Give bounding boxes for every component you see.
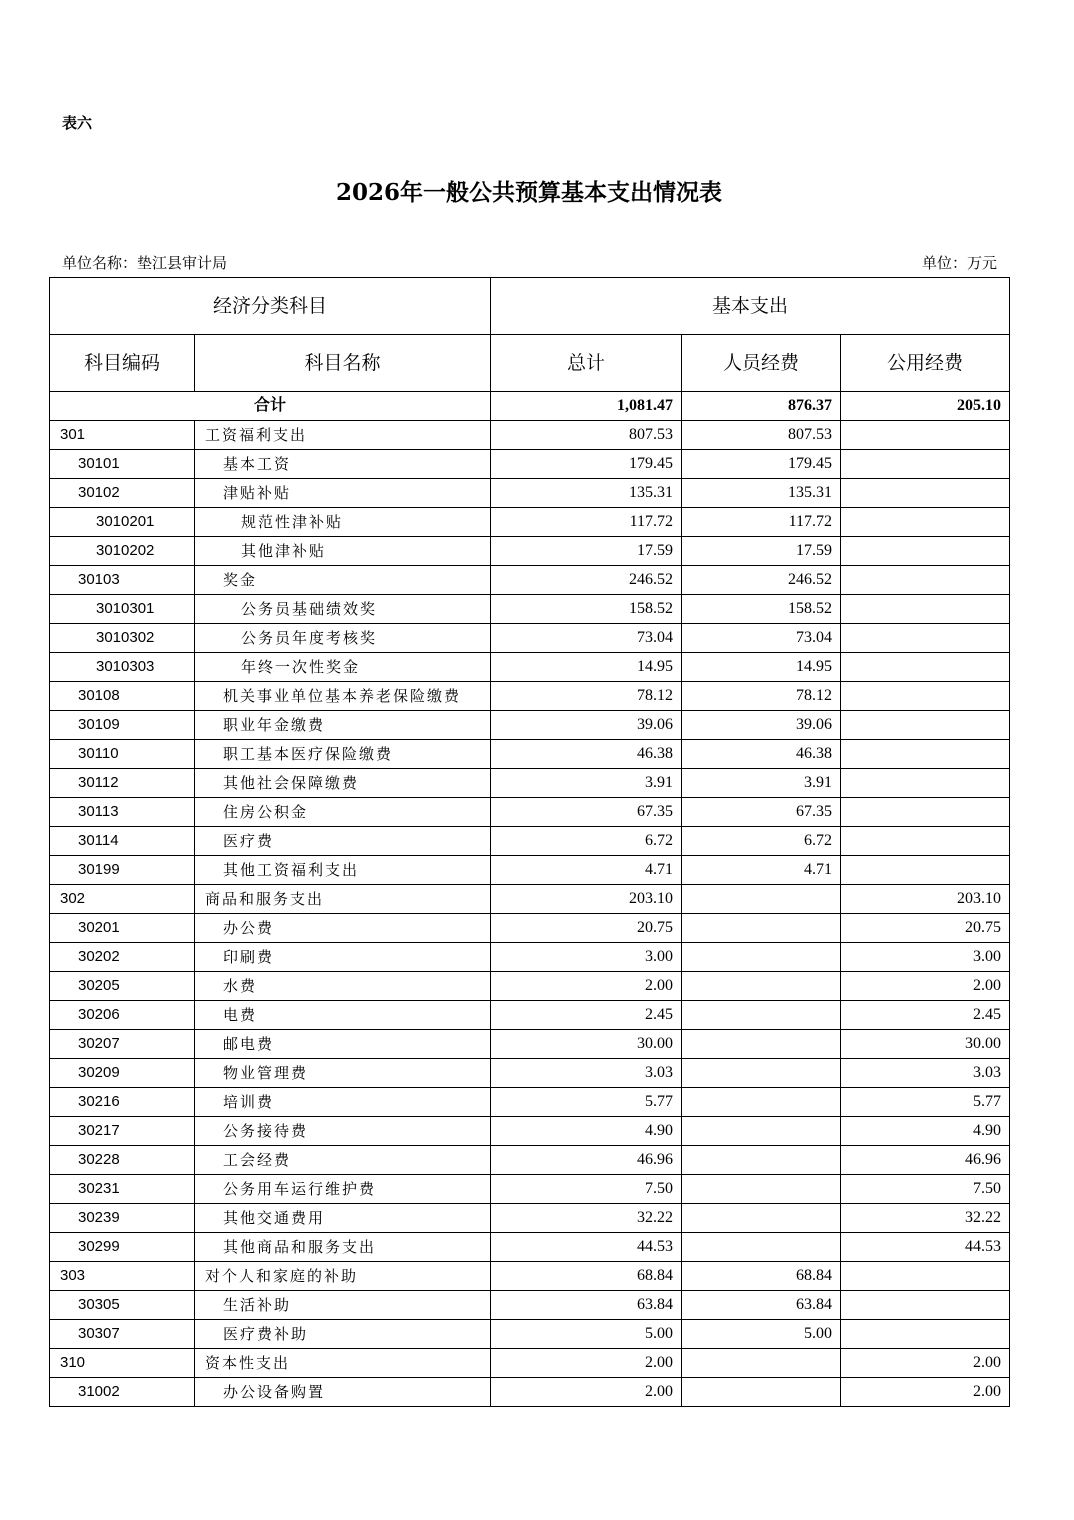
cell-code: 30239 <box>50 1204 195 1233</box>
cell-personnel <box>682 1059 841 1088</box>
cell-personnel <box>682 1001 841 1030</box>
expenditure-table <box>49 277 1010 1407</box>
table-row <box>50 1320 1010 1349</box>
table-row <box>50 479 1010 508</box>
cell-public: 2.00 <box>841 1378 1010 1407</box>
cell-personnel: 68.84 <box>682 1262 841 1291</box>
cell-name: 规范性津补贴 <box>195 508 491 537</box>
cell-public <box>841 682 1010 711</box>
header-personnel: 人员经费 <box>682 335 841 392</box>
cell-personnel <box>682 885 841 914</box>
table-row <box>50 1059 1010 1088</box>
cell-public: 46.96 <box>841 1146 1010 1175</box>
cell-personnel: 117.72 <box>682 508 841 537</box>
cell-name: 公务员年度考核奖 <box>195 624 491 653</box>
cell-total: 2.00 <box>491 1378 682 1407</box>
cell-name: 医疗费补助 <box>195 1320 491 1349</box>
cell-public <box>841 827 1010 856</box>
header-economic-category: 经济分类科目 <box>50 278 491 335</box>
cell-public <box>841 479 1010 508</box>
cell-name: 其他商品和服务支出 <box>195 1233 491 1262</box>
table-row <box>50 682 1010 711</box>
cell-total: 3.91 <box>491 769 682 798</box>
cell-name: 对个人和家庭的补助 <box>195 1262 491 1291</box>
cell-name: 物业管理费 <box>195 1059 491 1088</box>
table-row <box>50 943 1010 972</box>
cell-public <box>841 1262 1010 1291</box>
cell-personnel: 73.04 <box>682 624 841 653</box>
cell-code: 30108 <box>50 682 195 711</box>
cell-personnel <box>682 1088 841 1117</box>
cell-public: 4.90 <box>841 1117 1010 1146</box>
cell-name: 基本工资 <box>195 450 491 479</box>
cell-total: 7.50 <box>491 1175 682 1204</box>
cell-personnel: 78.12 <box>682 682 841 711</box>
cell-personnel <box>682 914 841 943</box>
cell-total: 14.95 <box>491 653 682 682</box>
cell-public: 2.45 <box>841 1001 1010 1030</box>
cell-public: 2.00 <box>841 1349 1010 1378</box>
cell-public <box>841 624 1010 653</box>
cell-public <box>841 653 1010 682</box>
table-row <box>50 769 1010 798</box>
table-row <box>50 450 1010 479</box>
cell-total: 6.72 <box>491 827 682 856</box>
cell-total: 5.00 <box>491 1320 682 1349</box>
cell-public <box>841 740 1010 769</box>
table-row <box>50 740 1010 769</box>
cell-code: 30209 <box>50 1059 195 1088</box>
cell-total: 46.38 <box>491 740 682 769</box>
cell-public <box>841 508 1010 537</box>
page-title: 2026年一般公共预算基本支出情况表 <box>335 179 722 206</box>
cell-total: 5.77 <box>491 1088 682 1117</box>
cell-public: 44.53 <box>841 1233 1010 1262</box>
table-row <box>50 1349 1010 1378</box>
cell-code: 30103 <box>50 566 195 595</box>
cell-public <box>841 856 1010 885</box>
cell-total: 4.71 <box>491 856 682 885</box>
cell-code: 30110 <box>50 740 195 769</box>
cell-total: 20.75 <box>491 914 682 943</box>
cell-personnel <box>682 1146 841 1175</box>
cell-name: 办公费 <box>195 914 491 943</box>
cell-name: 奖金 <box>195 566 491 595</box>
table-row <box>50 798 1010 827</box>
cell-personnel: 17.59 <box>682 537 841 566</box>
cell-total: 30.00 <box>491 1030 682 1059</box>
cell-code: 30101 <box>50 450 195 479</box>
cell-name: 其他交通费用 <box>195 1204 491 1233</box>
total-public: 205.10 <box>841 392 1010 421</box>
cell-total: 44.53 <box>491 1233 682 1262</box>
cell-code: 30207 <box>50 1030 195 1059</box>
cell-total: 73.04 <box>491 624 682 653</box>
cell-public <box>841 595 1010 624</box>
cell-personnel <box>682 1117 841 1146</box>
cell-public <box>841 711 1010 740</box>
cell-personnel: 4.71 <box>682 856 841 885</box>
unit-name: 单位名称：垫江县审计局 <box>62 254 228 272</box>
table-row <box>50 914 1010 943</box>
table-row <box>50 566 1010 595</box>
cell-code: 302 <box>50 885 195 914</box>
table-row <box>50 1030 1010 1059</box>
table-row <box>50 711 1010 740</box>
table-row <box>50 653 1010 682</box>
cell-total: 68.84 <box>491 1262 682 1291</box>
cell-total: 117.72 <box>491 508 682 537</box>
cell-name: 印刷费 <box>195 943 491 972</box>
header-row-group <box>50 278 1010 335</box>
cell-name: 办公设备购置 <box>195 1378 491 1407</box>
cell-code: 30201 <box>50 914 195 943</box>
table-row <box>50 1233 1010 1262</box>
cell-name: 津贴补贴 <box>195 479 491 508</box>
header-basic-expenditure: 基本支出 <box>491 278 1010 335</box>
cell-personnel: 158.52 <box>682 595 841 624</box>
cell-name: 生活补助 <box>195 1291 491 1320</box>
cell-public: 5.77 <box>841 1088 1010 1117</box>
cell-code: 30206 <box>50 1001 195 1030</box>
cell-public: 3.03 <box>841 1059 1010 1088</box>
cell-public: 7.50 <box>841 1175 1010 1204</box>
cell-code: 30102 <box>50 479 195 508</box>
cell-code: 3010301 <box>50 595 195 624</box>
cell-personnel: 807.53 <box>682 421 841 450</box>
cell-total: 246.52 <box>491 566 682 595</box>
header-public: 公用经费 <box>841 335 1010 392</box>
cell-public: 20.75 <box>841 914 1010 943</box>
cell-personnel <box>682 1349 841 1378</box>
cell-total: 3.03 <box>491 1059 682 1088</box>
cell-code: 30109 <box>50 711 195 740</box>
cell-total: 4.90 <box>491 1117 682 1146</box>
cell-name: 邮电费 <box>195 1030 491 1059</box>
cell-public: 32.22 <box>841 1204 1010 1233</box>
cell-name: 其他社会保障缴费 <box>195 769 491 798</box>
total-total: 1,081.47 <box>491 392 682 421</box>
cell-public <box>841 450 1010 479</box>
table-row <box>50 972 1010 1001</box>
cell-public <box>841 537 1010 566</box>
cell-code: 30307 <box>50 1320 195 1349</box>
header-total: 总计 <box>491 335 682 392</box>
cell-personnel <box>682 1233 841 1262</box>
total-label: 合计 <box>50 392 491 421</box>
cell-personnel <box>682 1175 841 1204</box>
cell-name: 公务员基础绩效奖 <box>195 595 491 624</box>
cell-personnel <box>682 1378 841 1407</box>
table-row <box>50 508 1010 537</box>
cell-code: 30113 <box>50 798 195 827</box>
table-row <box>50 885 1010 914</box>
cell-code: 31002 <box>50 1378 195 1407</box>
total-row <box>50 392 1010 421</box>
table-row <box>50 1088 1010 1117</box>
table-row <box>50 1204 1010 1233</box>
cell-public <box>841 1291 1010 1320</box>
cell-code: 30114 <box>50 827 195 856</box>
cell-personnel: 14.95 <box>682 653 841 682</box>
cell-name: 职工基本医疗保险缴费 <box>195 740 491 769</box>
cell-name: 工会经费 <box>195 1146 491 1175</box>
table-row <box>50 827 1010 856</box>
cell-name: 其他津补贴 <box>195 537 491 566</box>
cell-personnel: 39.06 <box>682 711 841 740</box>
cell-code: 3010303 <box>50 653 195 682</box>
cell-personnel <box>682 972 841 1001</box>
cell-personnel: 246.52 <box>682 566 841 595</box>
cell-code: 30202 <box>50 943 195 972</box>
cell-name: 商品和服务支出 <box>195 885 491 914</box>
cell-public: 203.10 <box>841 885 1010 914</box>
cell-code: 30205 <box>50 972 195 1001</box>
cell-name: 培训费 <box>195 1088 491 1117</box>
cell-code: 30112 <box>50 769 195 798</box>
cell-total: 78.12 <box>491 682 682 711</box>
cell-public <box>841 566 1010 595</box>
cell-code: 30299 <box>50 1233 195 1262</box>
table-row <box>50 1117 1010 1146</box>
cell-personnel <box>682 1204 841 1233</box>
cell-name: 机关事业单位基本养老保险缴费 <box>195 682 491 711</box>
cell-total: 3.00 <box>491 943 682 972</box>
cell-total: 2.00 <box>491 1349 682 1378</box>
header-row-columns <box>50 335 1010 392</box>
cell-personnel: 46.38 <box>682 740 841 769</box>
cell-total: 135.31 <box>491 479 682 508</box>
cell-name: 资本性支出 <box>195 1349 491 1378</box>
cell-code: 30231 <box>50 1175 195 1204</box>
table-row <box>50 1146 1010 1175</box>
cell-total: 63.84 <box>491 1291 682 1320</box>
cell-code: 3010202 <box>50 537 195 566</box>
cell-total: 67.35 <box>491 798 682 827</box>
cell-total: 158.52 <box>491 595 682 624</box>
cell-code: 30228 <box>50 1146 195 1175</box>
table-row <box>50 856 1010 885</box>
cell-total: 2.45 <box>491 1001 682 1030</box>
table-row <box>50 537 1010 566</box>
currency-unit: 单位：万元 <box>921 254 997 272</box>
cell-code: 30305 <box>50 1291 195 1320</box>
cell-code: 30199 <box>50 856 195 885</box>
cell-personnel: 67.35 <box>682 798 841 827</box>
table-row <box>50 1001 1010 1030</box>
cell-public <box>841 1320 1010 1349</box>
cell-total: 32.22 <box>491 1204 682 1233</box>
cell-name: 公务接待费 <box>195 1117 491 1146</box>
cell-code: 310 <box>50 1349 195 1378</box>
cell-name: 公务用车运行维护费 <box>195 1175 491 1204</box>
cell-public: 3.00 <box>841 943 1010 972</box>
cell-total: 179.45 <box>491 450 682 479</box>
cell-code: 3010201 <box>50 508 195 537</box>
cell-code: 30216 <box>50 1088 195 1117</box>
cell-personnel: 5.00 <box>682 1320 841 1349</box>
table-row <box>50 1175 1010 1204</box>
cell-public: 30.00 <box>841 1030 1010 1059</box>
cell-name: 水费 <box>195 972 491 1001</box>
cell-name: 电费 <box>195 1001 491 1030</box>
header-code: 科目编码 <box>50 335 195 392</box>
cell-total: 203.10 <box>491 885 682 914</box>
cell-name: 年终一次性奖金 <box>195 653 491 682</box>
cell-personnel: 179.45 <box>682 450 841 479</box>
cell-personnel <box>682 943 841 972</box>
cell-public <box>841 769 1010 798</box>
cell-total: 46.96 <box>491 1146 682 1175</box>
cell-total: 2.00 <box>491 972 682 1001</box>
cell-name: 住房公积金 <box>195 798 491 827</box>
table-row <box>50 421 1010 450</box>
cell-public <box>841 421 1010 450</box>
cell-personnel: 6.72 <box>682 827 841 856</box>
cell-total: 39.06 <box>491 711 682 740</box>
cell-public: 2.00 <box>841 972 1010 1001</box>
table-row <box>50 1262 1010 1291</box>
total-personnel: 876.37 <box>682 392 841 421</box>
cell-personnel: 63.84 <box>682 1291 841 1320</box>
cell-code: 30217 <box>50 1117 195 1146</box>
table-number: 表六 <box>62 114 93 132</box>
table-row <box>50 1378 1010 1407</box>
cell-public <box>841 798 1010 827</box>
cell-name: 工资福利支出 <box>195 421 491 450</box>
cell-personnel: 135.31 <box>682 479 841 508</box>
table-row <box>50 624 1010 653</box>
cell-code: 301 <box>50 421 195 450</box>
cell-code: 3010302 <box>50 624 195 653</box>
cell-total: 17.59 <box>491 537 682 566</box>
cell-code: 303 <box>50 1262 195 1291</box>
table-row <box>50 1291 1010 1320</box>
cell-name: 职业年金缴费 <box>195 711 491 740</box>
cell-personnel <box>682 1030 841 1059</box>
cell-name: 其他工资福利支出 <box>195 856 491 885</box>
cell-total: 807.53 <box>491 421 682 450</box>
table-row <box>50 595 1010 624</box>
cell-personnel: 3.91 <box>682 769 841 798</box>
cell-name: 医疗费 <box>195 827 491 856</box>
header-name: 科目名称 <box>195 335 491 392</box>
